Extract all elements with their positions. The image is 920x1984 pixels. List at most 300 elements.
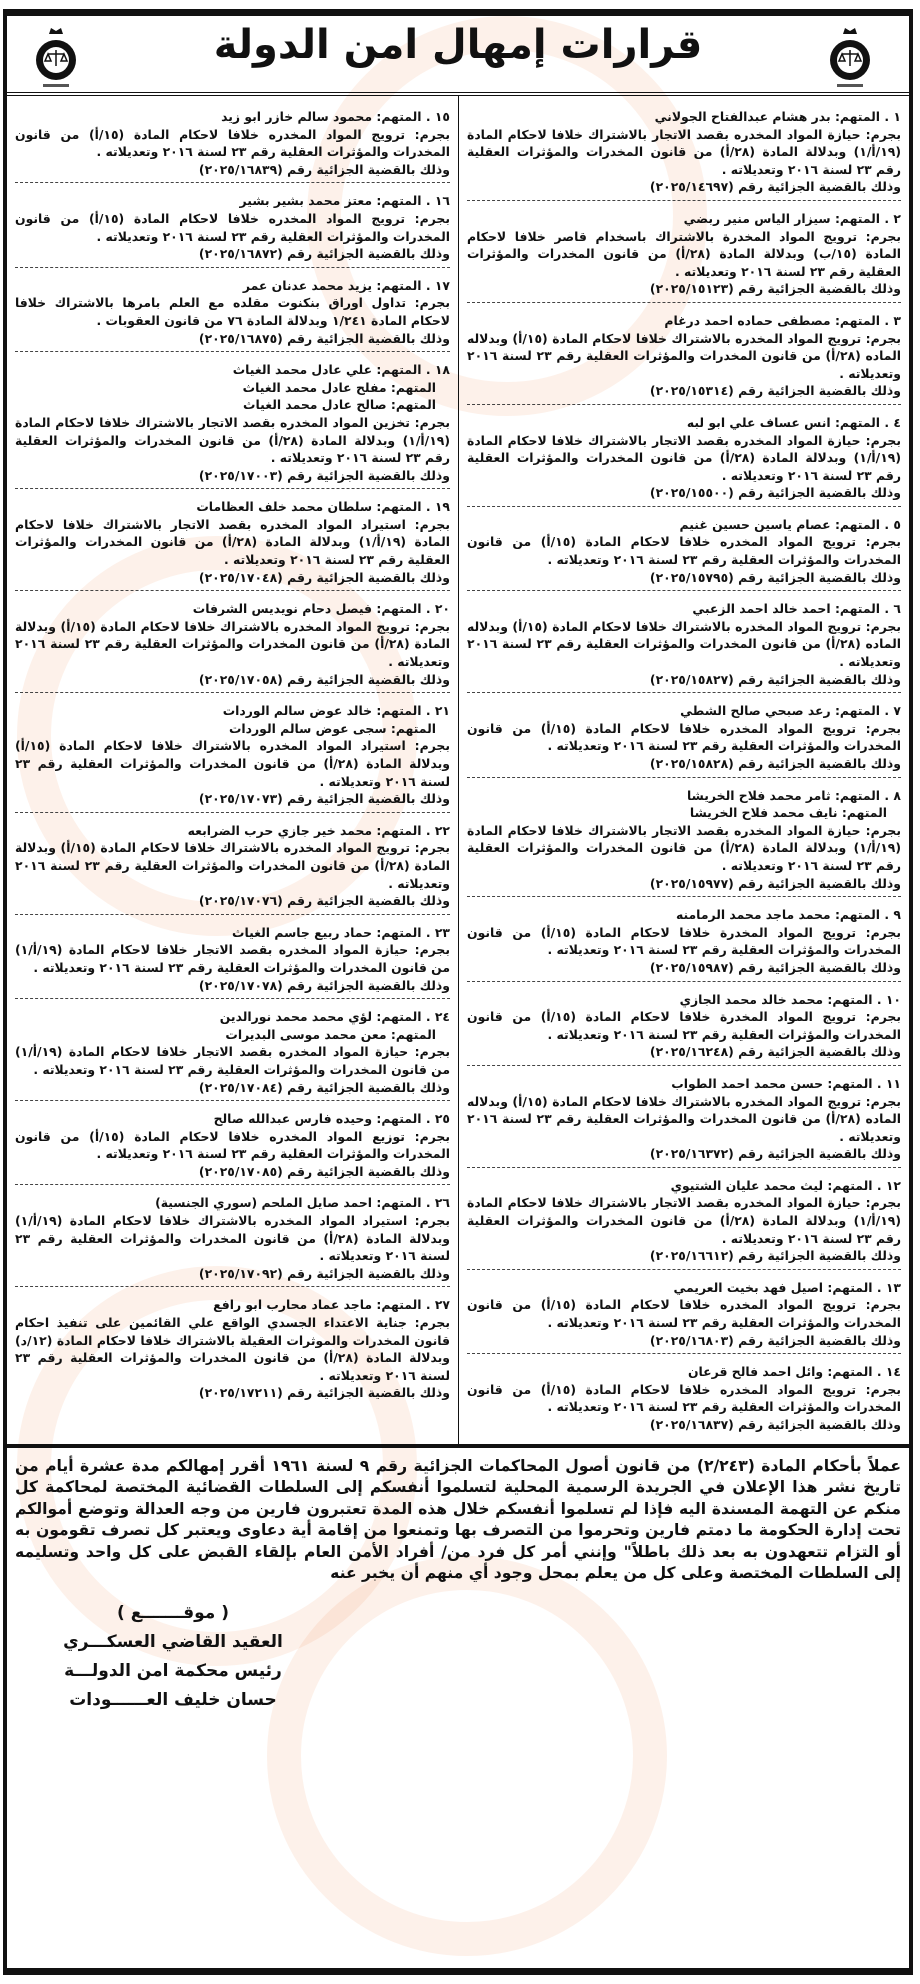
item-number: ٢٣ . <box>425 924 450 940</box>
signature-block <box>43 1599 303 1715</box>
item-number: ٢٤ . <box>425 1009 450 1025</box>
case-label: وذلك بالقضية الجزائية رقم <box>738 179 901 195</box>
charge-text <box>467 822 901 875</box>
charge-label: بجرم: <box>865 924 901 940</box>
charge-text <box>467 1008 901 1043</box>
charge-label: بجرم: <box>414 1315 450 1331</box>
decision-item <box>467 208 901 303</box>
charge-label: بجرم: <box>414 1128 450 1144</box>
case-number: (٢٠٢٥/١٦٨٠٣) <box>649 1332 734 1348</box>
case-label: وذلك بالقضية الجزائية رقم <box>287 671 450 687</box>
charge-label: بجرم: <box>414 738 450 754</box>
header <box>7 16 909 96</box>
decision-item <box>467 700 901 777</box>
case-line <box>467 280 901 298</box>
item-number: ١٤ . <box>876 1364 901 1380</box>
charge-description: حيازة المواد المخدره بقصد الاتجار بالاشتراك خلافا لاحكام المادة (١٩/أ/١) وبدلالة المادة (٢٨/أ) من قانون المخدرات والمؤثرات العقلية رقم ٢٣ لسنة ٢٠١٦ وتعديلاته . <box>467 126 901 177</box>
accused-line <box>15 1194 450 1212</box>
accused-name: احمد صايل الملحم (سوري الجنسية) <box>155 1195 373 1211</box>
left-column <box>7 96 458 1444</box>
accused-name: لؤي محمد محمد نورالدين <box>219 1009 373 1025</box>
accused-line <box>467 906 901 924</box>
accused-line <box>467 414 901 432</box>
accused-line <box>15 108 450 126</box>
court-seal-icon <box>823 26 877 90</box>
accused-line <box>467 600 901 618</box>
accused-label: المتهم: <box>390 720 436 736</box>
accused-label: المتهم: <box>834 516 881 532</box>
signatory-name: حسان خليف العــــــودات <box>69 1689 277 1710</box>
accused-label: المتهم: <box>827 1364 873 1380</box>
accused-name: اصيل فهد بخيت العريمي <box>673 1279 824 1295</box>
case-line <box>15 892 450 910</box>
charge-description: حيازة المواد المخدره بقصد الاتجار بالاشتراك خلافا لاحكام المادة (١٩/أ/١) وبدلالة المادة (٢٨/أ) من قانون المخدرات والمؤثرات العقلية رقم ٢٣ لسنة ٢٠١٦ وتعديلاته . <box>467 822 901 873</box>
decision-item <box>15 106 450 183</box>
charge-label: بجرم: <box>865 534 901 550</box>
charge-description: ترويج المواد المخدره خلافا لاحكام المادة (١٥/أ) من قانون المخدرات والمؤثرات العقلية رقم ٢٣ لسنة ٢٠١٦ وتعديلاته . <box>467 534 901 568</box>
accused-label: المتهم: <box>834 601 881 617</box>
accused-label: المتهم: <box>376 109 422 124</box>
case-line <box>15 977 450 995</box>
accused-name: معتز محمد بشير بشير <box>239 193 373 209</box>
item-number: ١ . <box>884 109 901 124</box>
item-number: ٣ . <box>884 312 901 328</box>
item-number: ١٠ . <box>876 991 901 1007</box>
charge-text <box>467 1093 901 1146</box>
decision-item <box>467 514 901 591</box>
charge-description: حيازة المواد المخدره بقصد الاتجار بالاشتراك خلافا لاحكام المادة (١٩/أ/١) وبدلالة المادة (٢٨/أ) من قانون المخدرات والمؤثرات العقلية رقم ٢٣ لسنة ٢٠١٦ وتعديلاته . <box>467 1195 901 1246</box>
accused-name: حماد ربيع جاسم الغياث <box>232 924 373 940</box>
decision-item <box>467 1073 901 1168</box>
accused-label: المتهم: <box>827 1075 873 1091</box>
charge-text <box>15 516 450 569</box>
case-number: (٢٠٢٥/١٧٠٤٨) <box>198 569 283 585</box>
charge-text <box>15 839 450 892</box>
item-number: ٢٧ . <box>425 1297 450 1313</box>
item-number: ٦ . <box>884 601 901 617</box>
accused-line <box>467 1177 901 1195</box>
accused-line <box>467 516 901 534</box>
decision-item <box>467 412 901 507</box>
accused-line <box>467 1363 901 1381</box>
accused-line <box>15 361 450 379</box>
accused-line <box>15 379 450 397</box>
charge-label: بجرم: <box>414 942 450 958</box>
charge-text <box>15 941 450 976</box>
accused-name: محمود سالم خازر ابو زيد <box>221 109 373 124</box>
charge-text <box>467 618 901 671</box>
accused-label: المتهم: <box>376 362 422 378</box>
case-number: (٢٠٢٥/١٦٨٧٢) <box>198 246 283 262</box>
accused-name: محمد خير جازي حرب الضرابعه <box>187 822 373 838</box>
accused-name: صالح عادل محمد الغياث <box>243 397 387 413</box>
case-line <box>467 382 901 400</box>
case-number: (٢٠٢٥/١٧٠٧٣) <box>198 791 283 807</box>
case-number: (٢٠٢٥/١٥١٢٣) <box>649 281 734 297</box>
item-number: ٩ . <box>884 907 901 923</box>
decision-item <box>15 820 450 915</box>
decision-item <box>467 106 901 201</box>
item-number: ٢ . <box>884 210 901 226</box>
item-number: ٧ . <box>884 703 901 719</box>
accused-line <box>15 1026 450 1044</box>
case-line <box>15 790 450 808</box>
accused-label: المتهم: <box>376 822 422 838</box>
accused-label: المتهم: <box>376 703 422 719</box>
case-label: وذلك بالقضية الجزائية رقم <box>287 569 450 585</box>
charge-text <box>467 126 901 179</box>
case-number: (٢٠٢٥/١٧٠٨٤) <box>198 1079 283 1095</box>
accused-label: المتهم: <box>834 907 881 923</box>
accused-label: المتهم: <box>390 397 436 413</box>
accused-name: سجى عوض سالم الوردات <box>228 720 387 736</box>
item-number: ٢٦ . <box>425 1195 450 1211</box>
case-label: وذلك بالقضية الجزائية رقم <box>287 161 450 177</box>
item-number: ١٦ . <box>425 193 450 209</box>
accused-label: المتهم: <box>390 1026 436 1042</box>
accused-name: نايف محمد فلاح الخريشا <box>689 805 838 821</box>
item-number: ٤ . <box>884 414 901 430</box>
case-label: وذلك بالقضية الجزائية رقم <box>738 383 901 399</box>
accused-name: ثامر محمد فلاح الخريشا <box>687 787 831 803</box>
charge-label: بجرم: <box>865 1009 901 1025</box>
signatory-rank: العقيد القاضي العسكـــري <box>63 1631 283 1652</box>
accused-label: المتهم: <box>827 1177 873 1193</box>
accused-label: المتهم: <box>376 499 422 515</box>
charge-description: ترويج المواد المخدرة خلافا لاحكام المادة (١٥/أ) من قانون المخدرات والمؤثرات العقلية رقم ٢٣ لسنة ٢٠١٦ وتعديلاته . <box>467 1009 901 1042</box>
case-label: وذلك بالقضية الجزائية رقم <box>738 1044 901 1060</box>
case-number: (٢٠٢٥/١٧٠٥٨) <box>198 671 283 687</box>
decision-item <box>15 598 450 693</box>
decisions-columns <box>7 96 909 1448</box>
accused-line <box>467 312 901 330</box>
accused-line <box>467 991 901 1009</box>
case-line <box>467 1043 901 1061</box>
accused-name: مصطفى حماده احمد درغام <box>664 312 831 328</box>
accused-label: المتهم: <box>376 193 422 209</box>
accused-name: ماجد عماد محارب ابو رافع <box>213 1297 373 1313</box>
accused-line <box>15 702 450 720</box>
item-number: ١٣ . <box>876 1279 901 1295</box>
accused-label: المتهم: <box>376 1297 422 1313</box>
accused-name: احمد خالد احمد الزعبي <box>692 601 831 617</box>
accused-line <box>15 822 450 840</box>
charge-description: ترويج المواد المخدره بالاشتراك خلافا لاحكام المادة (١٥/أ) وبدلاله الماده (٢٨/أ) من قانون المخدرات والمؤثرات العقلية رقم ٢٣ لسنة ٢٠١٦ وتعديلاته . <box>467 618 902 670</box>
case-line <box>467 1332 901 1350</box>
case-line <box>467 1247 901 1265</box>
accused-label: المتهم: <box>834 414 881 430</box>
accused-name: ليث محمد عليان الشتيوي <box>670 1177 824 1193</box>
case-line <box>15 330 450 348</box>
decision-item <box>15 275 450 352</box>
case-number: (٢٠٢٥/١٧٢١١) <box>198 1385 283 1401</box>
case-label: وذلك بالقضية الجزائية رقم <box>738 756 901 771</box>
accused-name: سيزار الياس منير ربضي <box>683 210 831 226</box>
case-line <box>15 1265 450 1283</box>
charge-label: بجرم: <box>865 432 901 448</box>
charge-label: بجرم: <box>865 1195 901 1211</box>
accused-line <box>15 1110 450 1128</box>
case-label: وذلك بالقضية الجزائية رقم <box>287 467 450 483</box>
case-number: (٢٠٢٥/١٥٩٨٧) <box>649 959 734 975</box>
charge-label: بجرم: <box>865 720 901 736</box>
decision-item <box>15 496 450 591</box>
charge-text <box>15 414 450 467</box>
decision-item <box>15 190 450 267</box>
case-number: (٢٠٢٥/١٥٨٢٨) <box>649 756 734 771</box>
case-label: وذلك بالقضية الجزائية رقم <box>738 1332 901 1348</box>
accused-label: المتهم: <box>834 703 881 719</box>
item-number: ٢٥ . <box>425 1111 450 1127</box>
charge-label: بجرم: <box>414 516 450 532</box>
charge-description: ترويج المواد المخدره بالاشتراك خلافا لاحكام المادة (١٥/أ) وبدلالة المادة (٢٨/أ) من قانون المخدرات والمؤثرات العقلية رقم ٢٣ لسنة ٢٠١٦ وتعديلاته . <box>15 840 451 891</box>
accused-label: المتهم: <box>834 109 881 124</box>
charge-label: بجرم: <box>414 295 450 311</box>
item-number: ١٢ . <box>876 1177 901 1193</box>
case-label: وذلك بالقضية الجزائية رقم <box>287 1079 450 1095</box>
case-number: (٢٠٢٥/١٧٠٧٦) <box>198 893 283 909</box>
decision-item <box>467 989 901 1066</box>
item-number: ١٩ . <box>425 499 450 515</box>
charge-label: بجرم: <box>865 822 901 838</box>
charge-text <box>15 737 450 790</box>
accused-label: المتهم: <box>376 1195 422 1211</box>
charge-description: ترويج المواد المخدره خلافا لاحكام المادة (١٥/أ) من قانون المخدرات والمؤثرات العقلية رقم ٢٣ لسنة ٢٠١٦ وتعديلاته . <box>467 1297 901 1331</box>
accused-line <box>467 702 901 720</box>
case-label: وذلك بالقضية الجزائية رقم <box>738 485 901 501</box>
charge-text <box>15 1314 450 1384</box>
case-number: (٢٠٢٥/١٦٨٣٧) <box>649 1417 734 1432</box>
decision-item <box>15 359 450 489</box>
case-number: (٢٠٢٥/١٧٠٨٥) <box>198 1163 283 1179</box>
accused-name: عصام ياسين حسين غنيم <box>679 516 831 532</box>
accused-line <box>15 1008 450 1026</box>
decision-item <box>467 1277 901 1354</box>
charge-label: بجرم: <box>865 1093 901 1109</box>
case-line <box>15 245 450 263</box>
accused-name: معن محمد موسى البديرات <box>225 1026 387 1042</box>
charge-description: ترويج المواد المخدرة خلافا لاحكام المادة (١٥/أ) من قانون المخدرات والمؤثرات العقلية رقم ٢٣ لسنة ٢٠١٦ وتعديلاته . <box>467 924 901 958</box>
decision-item <box>467 1361 901 1437</box>
case-label: وذلك بالقضية الجزائية رقم <box>738 1417 901 1432</box>
decision-item <box>15 1006 450 1101</box>
charge-description: حيازة المواد المخدره بقصد الاتجار خلافا لاحكام المادة (١٩/أ/١) من قانون المخدرات والمؤثرات العقلية رقم ٢٣ لسنة ٢٠١٦ وتعديلاته . <box>15 1044 450 1077</box>
item-number: ٢١ . <box>425 703 450 719</box>
case-number: (٢٠٢٥/١٦٢٤٨) <box>649 1044 734 1060</box>
charge-text <box>15 210 450 245</box>
case-label: وذلك بالقضية الجزائية رقم <box>738 569 901 585</box>
item-number: ٢٢ . <box>425 822 450 838</box>
case-line <box>15 1163 450 1181</box>
charge-text <box>467 1194 901 1247</box>
charge-label: بجرم: <box>414 1044 450 1060</box>
accused-line <box>15 720 450 738</box>
accused-name: حسن محمد احمد الطواب <box>671 1075 824 1091</box>
case-label: وذلك بالقضية الجزائية رقم <box>738 1248 901 1264</box>
accused-name: محمد ماجد محمد الرمامنه <box>675 907 831 923</box>
accused-name: وحيده فارس عبدالله صالح <box>213 1111 373 1127</box>
charge-label: بجرم: <box>414 414 450 430</box>
charge-text <box>467 1381 901 1416</box>
case-label: وذلك بالقضية الجزائية رقم <box>287 330 450 346</box>
charge-label: بجرم: <box>414 618 450 634</box>
accused-label: المتهم: <box>834 312 881 328</box>
accused-line <box>467 210 901 228</box>
accused-label: المتهم: <box>376 277 422 293</box>
case-label: وذلك بالقضية الجزائية رقم <box>287 893 450 909</box>
charge-description: توزيع المواد المخدره خلافا لاحكام المادة (١٥/أ) من قانون المخدرات والمؤثرات العقلية رقم ٢٣ لسنة ٢٠١٦ وتعديلاته . <box>15 1128 450 1162</box>
accused-line <box>15 498 450 516</box>
case-number: (٢٠٢٥/١٦٨٣٩) <box>198 161 283 177</box>
charge-description: ترويج المواد المخدره بالاشتراك خلافا لاحكام المادة (١٥/أ) وبدلالة المادة (٢٨/أ) من قانون المخدرات والمؤثرات العقلية رقم ٢٣ لسنة ٢٠١٦ وتعديلاته . <box>15 618 451 670</box>
accused-label: المتهم: <box>390 379 436 395</box>
charge-text <box>15 618 450 671</box>
item-number: ١١ . <box>876 1075 901 1091</box>
accused-line <box>15 600 450 618</box>
case-number: (٢٠٢٥/١٧٠٩٢) <box>198 1265 283 1281</box>
signed-label: ( موقـــــــع ) <box>117 1602 229 1623</box>
charge-label: بجرم: <box>414 840 450 856</box>
case-label: وذلك بالقضية الجزائية رقم <box>287 1265 450 1281</box>
case-line <box>467 1145 901 1163</box>
charge-text <box>15 1128 450 1163</box>
accused-line <box>467 787 901 805</box>
accused-line <box>467 804 901 822</box>
accused-name: فيصل دحام نويديس الشرفات <box>192 601 373 617</box>
accused-label: المتهم: <box>834 787 881 803</box>
charge-text <box>467 1296 901 1331</box>
case-line <box>15 161 450 179</box>
accused-label: المتهم: <box>376 1009 422 1025</box>
case-line <box>467 875 901 893</box>
charge-description: ترويج المواد المخدره خلافا لاحكام المادة (١٥/أ) من قانون المخدرات والمؤثرات العقلية رقم ٢٣ لسنة ٢٠١٦ وتعديلاته . <box>467 720 901 754</box>
decision-item <box>15 700 450 813</box>
case-line <box>15 1384 450 1402</box>
accused-name: وائل احمد فالح قرعان <box>687 1364 824 1380</box>
charge-text <box>15 1212 450 1265</box>
charge-label: بجرم: <box>865 330 901 346</box>
case-label: وذلك بالقضية الجزائية رقم <box>287 977 450 993</box>
charge-text <box>15 1043 450 1078</box>
decision-item <box>15 1192 450 1287</box>
notice-frame <box>3 9 913 1975</box>
accused-name: انس عساف علي ابو لبه <box>686 414 831 430</box>
case-line <box>15 671 450 689</box>
accused-line <box>467 1279 901 1297</box>
case-number: (٢٠٢٥/١٦٨٧٥) <box>198 330 283 346</box>
accused-line <box>15 1296 450 1314</box>
item-number: ١٥ . <box>425 109 450 124</box>
case-number: (٢٠٢٥/١٥٩٧٧) <box>649 875 734 891</box>
charge-description: تخزين المواد المخدره بقصد الاتجار بالاشتراك خلافا لاحكام المادة (١٩/أ/١) وبدلالة المادة (٢٨/أ) من قانون المخدرات والمؤثرات العقلية رقم ٢٣ لسنة ٢٠١٦ وتعديلاته . <box>15 414 450 466</box>
item-number: ١٨ . <box>425 362 450 378</box>
notice-paragraph: عملاً بأحكام المادة (٢/٢٤٣) من قانون أصول المحاكمات الجزائية رقم ٩ لسنة ١٩٦١ أقرر إمهالكم مدة عشرة أيام من تاريخ نشر هذا الإعلان في الجريدة الرسمية المحلية لتسلموا أنفسكم إلى السلطات القضائية المختصة لمحاكمة كل منكم عن التهمة المسندة اليه فإذا لم تسلموا أنفسكم خلال هذه المدة تعتبرون فارين من وجه العدالة وتوضع أموالكم تحت إدارة الحكومة ما دمتم فارين وتحرموا من التصرف بها وتمنعوا من إقامة أية دعاوى ويعتبر كل تصرف تقومون به أو التزام تتعهدون به بعد ذلك باطلاً" وإنني أمر كل فرد من/ أفراد الأمن العام بإلقاء القبض على كل واحد وتسليمه إلى السلطات المختصة وعلى كل من يعلم بمحل وجود أي منهم أن يخبر عنه <box>15 1456 901 1583</box>
charge-label: بجرم: <box>865 126 901 142</box>
accused-label: المتهم: <box>376 1111 422 1127</box>
signatory-position: رئيس محكمة امن الدولـــة <box>64 1660 282 1681</box>
accused-line <box>467 1075 901 1093</box>
case-number: (٢٠٢٥/١٧٠٧٨) <box>198 977 283 993</box>
watermark-ring <box>267 1556 667 1956</box>
case-line <box>467 755 901 773</box>
decision-item <box>15 922 450 999</box>
case-line <box>15 1079 450 1097</box>
case-label: وذلك بالقضية الجزائية رقم <box>287 1385 450 1401</box>
charge-description: استيراد المواد المخدره بقصد الاتجار بالاشتراك خلافا لاحكام المادة (١٩/أ/١) وبدلالة المادة (٢٨/أ) من قانون المخدرات والمؤثرات العقلية رقم ٢٣ لسنة ٢٠١٦ وتعديلاته . <box>15 516 450 568</box>
accused-name: سلطان محمد خلف العظامات <box>196 499 373 515</box>
accused-label: المتهم: <box>827 991 873 1007</box>
charge-text <box>467 533 901 568</box>
item-number: ٢٠ . <box>425 601 450 617</box>
charge-label: بجرم: <box>865 1297 901 1313</box>
accused-name: علي عادل محمد الغياث <box>232 362 373 378</box>
accused-name: محمد خالد محمد الجازي <box>679 991 824 1007</box>
case-number: (٢٠٢٥/١٥٣١٤) <box>649 383 734 399</box>
accused-label: المتهم: <box>376 924 422 940</box>
charge-description: جناية الاعتداء الجسدي الواقع علي القائمين على تنفيذ احكام قانون المخدرات والموثرات العقيلة بالاشتراك خلافا لاحكام المادة (١٢/د) وبدلالة المادة (٢٨/أ) من قانون المخدرات والمؤثرات العقلية رقم ٢٣ لسنة ٢٠١٦ وتعديلاته . <box>15 1315 450 1383</box>
case-line <box>15 569 450 587</box>
case-number: (٢٠٢٥/١٤٦٩٧) <box>649 179 734 195</box>
accused-label: المتهم: <box>376 601 422 617</box>
decision-item <box>15 1294 450 1406</box>
accused-label: المتهم: <box>827 1279 873 1295</box>
charge-description: حيازة المواد المخدره بقصد الاتجار بالاشتراك خلافا لاحكام المادة (١٩/أ/١) وبدلالة المادة (٢٨/أ) من قانون المخدرات والمؤثرات العقلية رقم ٢٣ لسنة ٢٠١٦ وتعديلاته . <box>467 432 901 483</box>
charge-description: تداول اوراق بنكنوت مقلده مع العلم بامرها بالاشتراك خلافا لاحكام المادة ١/٢٤١ وبدلالة المادة ٧٦ من قانون العقوبات . <box>15 295 450 328</box>
charge-label: بجرم: <box>865 1381 901 1397</box>
case-label: وذلك بالقضية الجزائية رقم <box>738 281 901 297</box>
case-line <box>467 484 901 502</box>
item-number: ١٧ . <box>425 277 450 293</box>
charge-description: استيراد المواد المخدره بالاشتراك خلافا لاحكام المادة (١٩/أ/١) وبدلالة المادة (٢٨/أ) من قانون المخدرات والمؤثرات العقلية رقم ٢٣ لسنة ٢٠١٦ وتعديلاته . <box>15 1213 450 1264</box>
decision-item <box>467 1175 901 1270</box>
charge-description: ترويج المواد المخدره خلافا لاحكام المادة (١٥/أ) من قانون المخدرات والمؤثرات العقلية رقم ٢٣ لسنة ٢٠١٦ وتعديلاته . <box>15 210 450 244</box>
charge-description: استيراد المواد المخدره بالاشتراك خلافا لاحكام المادة (١٥/أ) وبدلالة المادة (٢٨/أ) من قانون المخدرات والمؤثرات العقلية رقم ٢٣ لسنة ٢٠١٦ وتعديلاته . <box>15 738 450 789</box>
charge-text <box>467 228 901 281</box>
accused-line <box>467 108 901 126</box>
case-label: وذلك بالقضية الجزائية رقم <box>287 1163 450 1179</box>
decision-item <box>467 785 901 898</box>
charge-label: بجرم: <box>865 228 901 244</box>
accused-name: بدر هشام عبدالفتاح الجولاني <box>654 109 831 124</box>
accused-name: رعد صبحي صالح الشطي <box>680 703 831 719</box>
charge-description: ترويج المواد المخدره خلافا لاحكام المادة (١٥/أ) من قانون المخدرات والمؤثرات العقلية رقم ٢٣ لسنة ٢٠١٦ وتعديلاته . <box>467 1381 901 1415</box>
case-label: وذلك بالقضية الجزائية رقم <box>738 959 901 975</box>
item-number: ٥ . <box>884 516 901 532</box>
charge-label: بجرم: <box>414 1213 450 1229</box>
charge-text <box>467 924 901 959</box>
decision-item <box>467 598 901 693</box>
charge-description: ترويج المواد المخدرة بالاشتراك باسخدام قاصر خلافا لاحكام المادة (١٥/ب) وبدلالة المادة (٢٨/أ) من قانون المخدرات والمؤثرات العقلية رقم ٢٣ لسنة ٢٠١٦ وتعديلاته . <box>467 228 901 279</box>
accused-name: خالد عوض سالم الوردات <box>222 703 373 719</box>
charge-description: حيازة المواد المخدره بقصد الاتجار خلافا لاحكام المادة (١٩/أ/١) من قانون المخدرات والمؤثرات العقلية رقم ٢٣ لسنة ٢٠١٦ وتعديلاته . <box>15 942 450 975</box>
page-title: قرارات إمهال امن الدولة <box>213 22 703 68</box>
right-column <box>458 96 909 1444</box>
case-line <box>467 569 901 587</box>
case-number: (٢٠٢٥/١٧٠٠٣) <box>198 467 283 483</box>
accused-name: يزيد محمد عدنان عمر <box>242 277 373 293</box>
case-number: (٢٠٢٥/١٦٦١٢) <box>649 1248 734 1264</box>
case-number: (٢٠٢٥/١٦٣٧٢) <box>649 1146 734 1162</box>
decision-item <box>467 904 901 981</box>
accused-line <box>15 396 450 414</box>
charge-text <box>15 294 450 329</box>
charge-text <box>467 330 901 383</box>
accused-line <box>15 192 450 210</box>
charge-description: ترويج المواد المخدره خلافا لاحكام المادة (١٥/أ) من قانون المخدرات والمؤثرات العقلية رقم ٢٣ لسنة ٢٠١٦ وتعديلاته . <box>15 126 450 160</box>
case-label: وذلك بالقضية الجزائية رقم <box>287 246 450 262</box>
accused-label: المتهم: <box>834 210 881 226</box>
case-line <box>15 467 450 485</box>
